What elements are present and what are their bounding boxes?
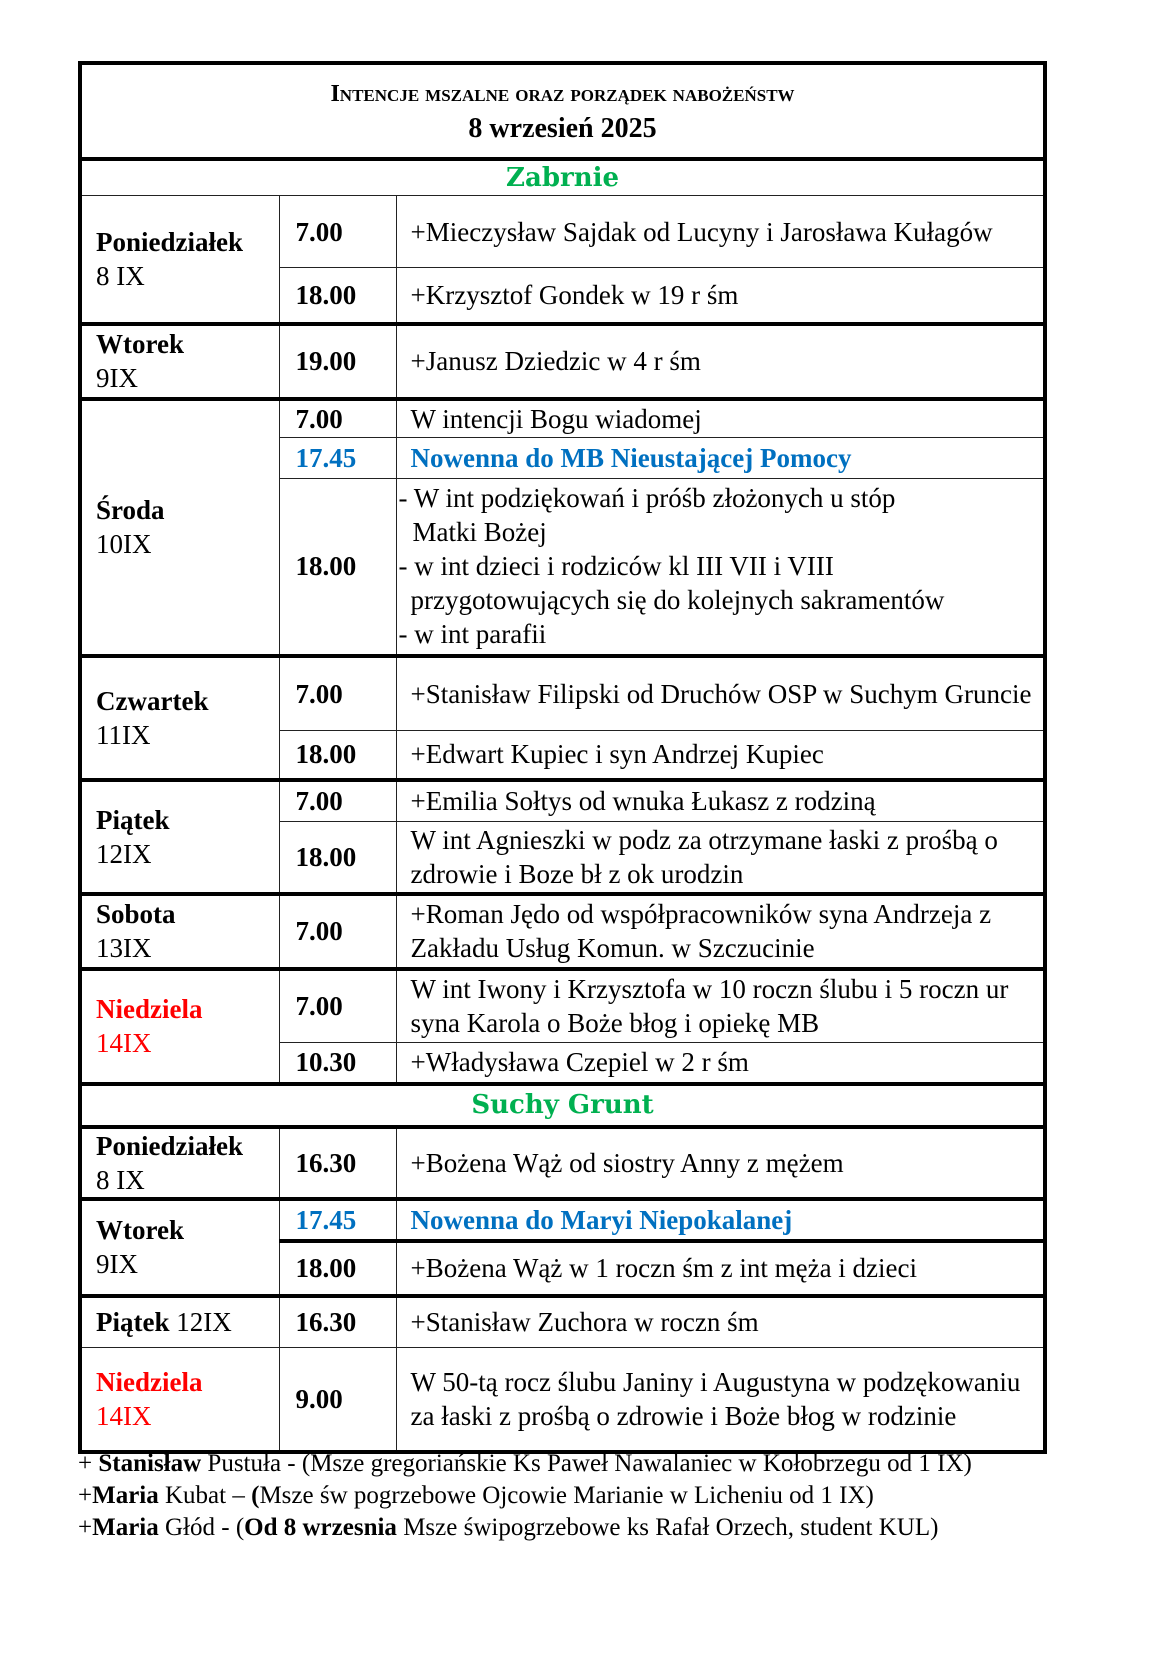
day-name: Poniedziałek	[96, 226, 243, 257]
day-date: 12IX	[96, 838, 152, 869]
day-cell	[80, 1296, 279, 1348]
table-row	[80, 969, 1045, 1043]
mass-intention: W intencji Bogu wiadomej	[396, 399, 1045, 438]
note-line	[78, 1448, 1158, 1480]
page-title: Intencje mszalne oraz porządek nabożeństw	[330, 81, 795, 107]
mass-time: 16.30	[279, 1296, 396, 1348]
day-date: 14IX	[96, 1400, 152, 1431]
intention-line: - W int podziękowań i próśb złożonych u stóp	[398, 483, 896, 514]
day-date: 13IX	[96, 933, 152, 963]
day-name: Wtorek	[96, 1215, 184, 1245]
mass-intention: +Stanisław Filipski od Druchów OSP w Suchym Gruncie	[396, 656, 1045, 731]
day-cell	[80, 324, 279, 399]
mass-time: 18.00	[279, 822, 396, 894]
novena-title: Nowenna do MB Nieustającej Pomocy	[396, 438, 1045, 479]
mass-intention: +Mieczysław Sajdak od Lucyny i Jarosława Kułagów	[396, 196, 1045, 268]
note-text: (Msze gregoriańskie Ks Paweł Nawalaniec w Kołobrzegu od 1 IX)	[301, 1450, 972, 1477]
day-date: 14IX	[96, 1028, 152, 1058]
note-name: Maria	[92, 1514, 159, 1541]
day-name: Niedziela	[96, 994, 203, 1024]
note-name: Maria	[92, 1482, 159, 1509]
day-cell	[80, 1199, 279, 1296]
day-cell	[80, 1348, 279, 1452]
note-prefix: +	[78, 1514, 93, 1541]
mass-time: 9.00	[279, 1348, 396, 1452]
note-text: Głód - (	[158, 1514, 245, 1541]
intention-line: - w int dzieci i rodziców kl III VII i VIII	[398, 551, 834, 582]
mass-intention: +Janusz Dziedzic w 4 r śm	[396, 324, 1045, 399]
day-name: Wtorek	[96, 329, 184, 359]
table-row	[80, 196, 1045, 268]
day-cell	[80, 196, 279, 324]
mass-time: 7.00	[279, 894, 396, 969]
intention-line: przygotowujących się do kolejnych sakramentów	[410, 585, 945, 616]
day-cell	[80, 1127, 279, 1199]
note-prefix: +	[78, 1482, 93, 1509]
day-name: Poniedziałek	[96, 1130, 243, 1161]
schedule-header	[80, 63, 1045, 159]
page-date: 8 wrzesień 2025	[468, 113, 657, 144]
mass-intention: +Edwart Kupiec i syn Andrzej Kupiec	[396, 731, 1045, 780]
day-name: Sobota	[96, 899, 176, 929]
day-date: 9IX	[96, 1249, 138, 1279]
note-prefix: +	[78, 1450, 99, 1477]
day-name: Piątek	[96, 804, 170, 835]
day-name: Niedziela	[96, 1366, 203, 1397]
table-row	[80, 399, 1045, 438]
note-line	[78, 1480, 1158, 1512]
note-line	[78, 1512, 1158, 1544]
day-name: Piątek	[96, 1307, 170, 1338]
note-text: Msze św pogrzebowe Ojcowie Marianie w Licheniu od 1 IX)	[259, 1482, 874, 1509]
table-row	[80, 780, 1045, 822]
day-cell	[80, 656, 279, 780]
mass-time: 7.00	[279, 399, 396, 438]
schedule-table	[78, 61, 1047, 1454]
table-row	[80, 1348, 1045, 1452]
mass-intention: +Bożena Wąż w 1 roczn śm z int męża i dzieci	[396, 1241, 1045, 1296]
mass-intention: +Krzysztof Gondek w 19 r śm	[396, 268, 1045, 324]
day-date: 8 IX	[96, 260, 145, 291]
mass-time: 7.00	[279, 656, 396, 731]
mass-intention: W int Agnieszki w podz za otrzymane łaski z prośbą o zdrowie i Boze bł z ok urodzin	[396, 822, 1045, 894]
day-date: 12IX	[176, 1307, 232, 1338]
mass-time: 19.00	[279, 324, 396, 399]
day-cell	[80, 969, 279, 1084]
day-date: 11IX	[96, 719, 151, 750]
note-bold: (	[251, 1482, 260, 1509]
section-suchy-grunt: Suchy Grunt	[80, 1084, 1045, 1127]
day-name: Czwartek	[96, 685, 209, 716]
day-cell	[80, 894, 279, 969]
mass-time: 18.00	[279, 1241, 396, 1296]
section-zabrnie: Zabrnie	[80, 159, 1045, 196]
intention-line: Matki Bożej	[412, 517, 547, 548]
mass-time: 18.00	[279, 268, 396, 324]
table-row	[80, 894, 1045, 969]
mass-time: 7.00	[279, 969, 396, 1043]
table-row	[80, 656, 1045, 731]
note-bold: Od 8 wrzesnia	[244, 1514, 397, 1541]
mass-intention: W 50-tą rocz ślubu Janiny i Augustyna w podzękowaniu za łaski z prośbą o zdrowie i Boże błog w rodzinie	[396, 1348, 1045, 1452]
mass-time: 18.00	[279, 731, 396, 780]
note-text: Kubat –	[158, 1482, 252, 1509]
mass-time: 7.00	[279, 196, 396, 268]
table-row	[80, 1127, 1045, 1199]
mass-intention: +Władysława Czepiel w 2 r śm	[396, 1043, 1045, 1084]
mass-intention: +Roman Jędo od współpracowników syna Andrzeja z Zakładu Usług Komun. w Szczucinie	[396, 894, 1045, 969]
mass-time: 10.30	[279, 1043, 396, 1084]
day-cell	[80, 780, 279, 894]
mass-time: 18.00	[279, 479, 396, 656]
mass-time: 16.30	[279, 1127, 396, 1199]
table-row	[80, 1199, 1045, 1241]
mass-intention: +Emilia Sołtys od wnuka Łukasz z rodziną	[396, 780, 1045, 822]
note-text: Pustuła -	[201, 1450, 302, 1477]
novena-title: Nowenna do Maryi Niepokalanej	[396, 1199, 1045, 1241]
mass-intention-list	[396, 479, 1045, 656]
table-row	[80, 1296, 1045, 1348]
note-text: Msze świpogrzebowe ks Rafał Orzech, student KUL)	[396, 1514, 939, 1541]
mass-intention: +Bożena Wąż od siostry Anny z mężem	[396, 1127, 1045, 1199]
day-name: Środa	[96, 495, 165, 525]
gregorian-masses-notes	[78, 1448, 1158, 1544]
mass-intention: W int Iwony i Krzysztofa w 10 roczn ślubu i 5 roczn ur syna Karola o Boże błog i opiekę MB	[396, 969, 1045, 1043]
day-date: 8 IX	[96, 1164, 145, 1195]
day-date: 9IX	[96, 363, 138, 393]
intention-line: - w int parafii	[398, 619, 547, 650]
table-row	[80, 324, 1045, 399]
note-name: Stanisław	[98, 1450, 202, 1477]
novena-time: 17.45	[279, 1199, 396, 1241]
mass-schedule	[78, 61, 1043, 1454]
day-cell	[80, 399, 279, 656]
mass-intention: +Stanisław Zuchora w roczn śm	[396, 1296, 1045, 1348]
day-date: 10IX	[96, 529, 152, 559]
novena-time: 17.45	[279, 438, 396, 479]
mass-time: 7.00	[279, 780, 396, 822]
